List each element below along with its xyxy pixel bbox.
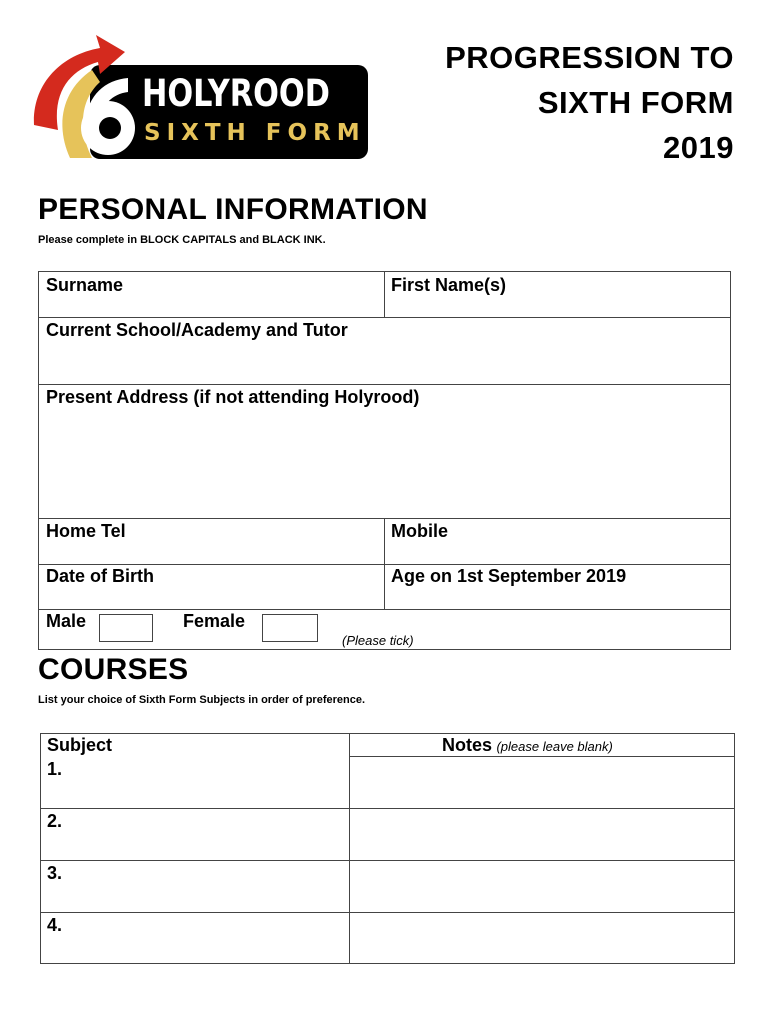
notes-column-header [442, 735, 613, 756]
subject-choice-1[interactable] [41, 757, 349, 808]
tick-note: (Please tick) [342, 633, 414, 648]
notes-header-label: Notes [442, 735, 493, 755]
female-label: Female [183, 611, 246, 631]
page-title-line-3: 2019 [663, 130, 734, 165]
subject-column-header: Subject [47, 735, 113, 755]
page-title-line-2: SIXTH FORM [537, 85, 734, 120]
subject-choice-3[interactable] [41, 861, 349, 912]
dob-label: Date of Birth [46, 566, 154, 586]
subject-number: 3. [47, 863, 63, 883]
mobile-label: Mobile [391, 521, 448, 541]
male-checkbox[interactable] [99, 614, 153, 642]
row-divider [38, 609, 731, 610]
subject-number: 1. [47, 759, 63, 779]
personal-info-instruction: Please complete in BLOCK CAPITALS and BLACK INK. [38, 234, 326, 246]
male-label: Male [46, 611, 87, 631]
home-tel-field[interactable] [39, 519, 384, 564]
logo-six-inner [99, 117, 121, 139]
school-tutor-field[interactable] [39, 318, 730, 384]
personal-info-heading: PERSONAL INFORMATION [38, 193, 428, 226]
subject-number: 2. [47, 811, 63, 831]
female-checkbox[interactable] [262, 614, 318, 642]
column-divider [349, 733, 350, 964]
home-tel-label: Home Tel [46, 521, 126, 541]
surname-label: Surname [46, 275, 124, 295]
logo-subtitle: SIXTH FORM [144, 120, 366, 146]
age-field[interactable] [385, 565, 730, 609]
holyrood-logo [30, 30, 375, 165]
notes-header-hint: (please leave blank) [496, 739, 613, 754]
address-label: Present Address (if not attending Holyrood) [46, 387, 420, 407]
subject-choice-2[interactable] [41, 809, 349, 860]
address-field[interactable] [39, 385, 730, 518]
page-title-line-1: PROGRESSION TO [445, 40, 734, 75]
subject-choice-4[interactable] [41, 913, 349, 963]
logo-name: HOLYROOD [142, 72, 330, 115]
header-divider [349, 756, 735, 757]
courses-instruction: List your choice of Sixth Form Subjects in order of preference. [38, 694, 366, 706]
first-names-label: First Name(s) [391, 275, 507, 295]
mobile-field[interactable] [385, 519, 730, 564]
school-tutor-label: Current School/Academy and Tutor [46, 320, 348, 340]
courses-heading: COURSES [38, 653, 189, 686]
dob-field[interactable] [39, 565, 384, 609]
subject-number: 4. [47, 915, 63, 935]
age-label: Age on 1st September 2019 [391, 566, 627, 586]
surname-field[interactable] [39, 272, 384, 317]
first-names-field[interactable] [385, 272, 730, 317]
